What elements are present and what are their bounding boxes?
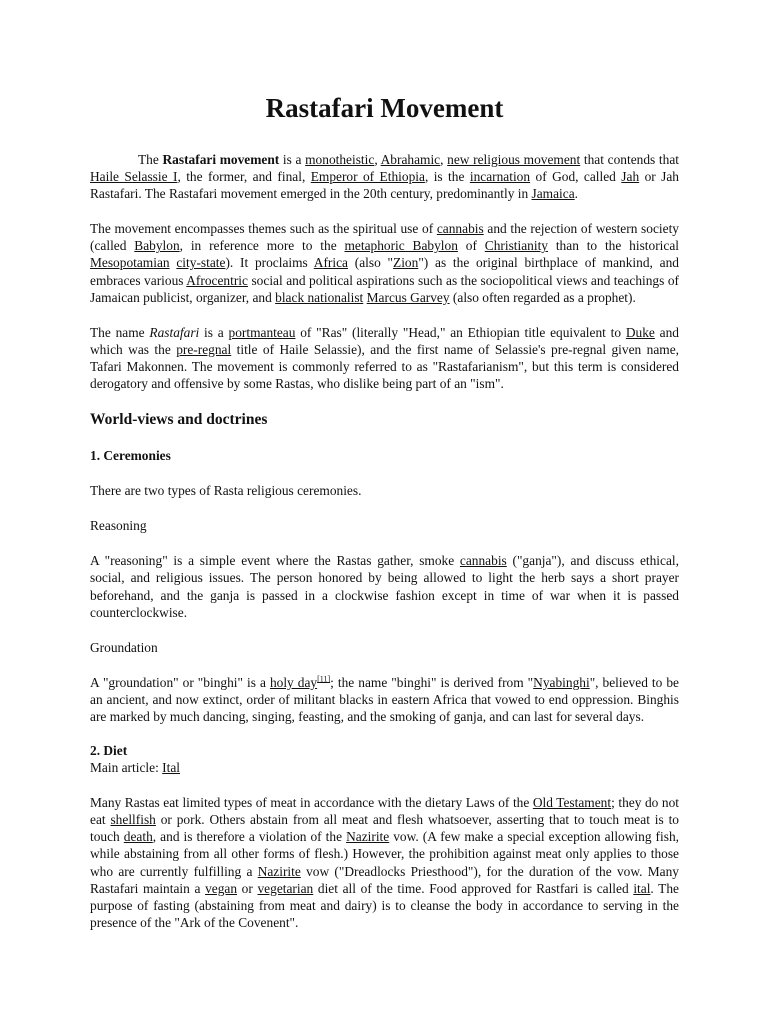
text-run: or pork. Others abstain from all meat and flesh whatsoever, asserting that to touch meat is to touch <box>90 812 679 845</box>
inline-link[interactable]: Mesopotamian <box>90 255 170 271</box>
text-run: Many Rastas eat limited types of meat in accordance with the dietary Laws of the <box>90 795 533 811</box>
inline-link[interactable]: Jah <box>621 169 640 185</box>
text-run: . The purpose of fasting (abstaining from meat and dairy) is to cleanse the body in accordance to serving in the presence of the "Ark of the Covenent". <box>90 880 679 930</box>
inline-link[interactable]: vegetarian <box>257 880 314 896</box>
text-run: ", believed to be an ancient, and now extinct, order of militant blacks in eastern Africa that vowed to end oppression. Binghis are marked by much dancing, singing, feasting, and the smoking of ganja, and can last for several days. <box>90 674 679 724</box>
main-article-link[interactable]: Ital <box>162 760 180 776</box>
text-run: or Jah Rastafari. The Rastafari movement emerged in the 20th century, predominantly in <box>90 169 680 202</box>
text-run: of <box>457 238 485 254</box>
inline-link[interactable]: black nationalist <box>275 289 364 305</box>
text-run: , the former, and final, <box>177 169 311 185</box>
inline-link[interactable]: ital <box>633 880 651 896</box>
subsection-heading-diet: 2. Diet <box>90 743 128 759</box>
text-run: ; the name "binghi" is derived from " <box>330 674 534 690</box>
text-run: , in reference more to the <box>179 238 345 254</box>
inline-link[interactable]: cannabis <box>459 553 507 569</box>
text-run: diet all of the time. Food approved for Rastfari is called <box>313 880 634 896</box>
bold-term: Rastafari movement <box>162 152 280 167</box>
inline-link[interactable]: Old Testament <box>532 795 612 811</box>
inline-link[interactable]: Haile Selassie I <box>90 169 178 185</box>
themes-paragraph <box>90 220 679 305</box>
inline-link[interactable]: Africa <box>313 255 348 271</box>
inline-link[interactable]: Jamaica <box>531 186 575 202</box>
text-run: , and is therefore a violation of the <box>152 829 347 845</box>
text-run: is a <box>279 152 306 167</box>
section-heading-worldviews: World-views and doctrines <box>90 411 268 429</box>
text-run: vow ("Dreadlocks Priesthood"), for the duration of the vow. Many Rastafari maintain a <box>90 863 679 896</box>
text-run: A "reasoning" is a simple event where the Rastas gather, smoke <box>90 553 460 569</box>
text-run: and the rejection of western society (called <box>90 221 679 254</box>
text-run: ") as the original birthplace of mankind, and embraces various <box>90 255 679 288</box>
groundation-paragraph <box>90 674 679 725</box>
text-run: title of Haile Selassie), and the first name of Selassie's pre-regnal given name, Tafari Makonnen. The movement is commonly referred to as "Rastafarianism", but this term is considered derogatory and offensive by some Rastas, who dislike being part of an "ism". <box>90 341 680 392</box>
text-run: The name <box>90 324 150 340</box>
inline-link[interactable]: death <box>123 829 153 845</box>
document-title: Rastafari Movement <box>265 93 504 123</box>
inline-link[interactable]: portmanteau <box>228 324 296 340</box>
inline-link[interactable]: pre-regnal <box>176 341 232 357</box>
text-run: than to the historical <box>548 238 679 254</box>
inline-link[interactable]: monotheistic <box>305 152 375 167</box>
text-run: . <box>574 186 578 202</box>
reasoning-label: Reasoning <box>90 518 147 534</box>
name-paragraph <box>90 324 679 392</box>
inline-link[interactable]: Marcus Garvey <box>366 289 450 305</box>
text-run: The movement encompasses themes such as the spiritual use of <box>90 221 437 237</box>
text-run: , <box>374 152 381 167</box>
inline-link[interactable]: Emperor of Ethiopia <box>310 169 425 185</box>
main-article-line <box>90 759 679 776</box>
text-run: A "groundation" or "binghi" is a <box>90 674 270 690</box>
inline-link[interactable]: shellfish <box>110 812 156 828</box>
text-run: is a <box>199 324 229 340</box>
reasoning-paragraph <box>90 552 679 620</box>
groundation-label: Groundation <box>90 639 158 655</box>
main-article-prefix: Main article: <box>90 760 163 776</box>
inline-link[interactable]: city-state <box>176 255 226 271</box>
text-run: , <box>440 152 448 167</box>
diet-paragraph <box>90 794 679 931</box>
superscript <box>317 674 330 683</box>
text-run: vow. (A few make a special exception allowing fish, while abstaining from all other forms of flesh.) However, the prohibition against meat only applies to those who are currently fulfilling a <box>90 829 679 879</box>
text-run: The <box>138 152 163 167</box>
italic-term: Rastafari <box>149 324 200 340</box>
inline-link[interactable]: Nazirite <box>346 829 390 845</box>
subsection-heading-ceremonies: 1. Ceremonies <box>90 448 171 464</box>
text-run: of "Ras" (literally "Head," an Ethiopian title equivalent to <box>295 324 626 340</box>
inline-link[interactable]: cannabis <box>436 221 484 237</box>
inline-link[interactable]: vegan <box>205 880 238 896</box>
inline-link[interactable]: Christianity <box>484 238 548 254</box>
inline-link[interactable]: Zion <box>393 255 419 271</box>
inline-link[interactable]: Abrahamic <box>380 152 441 167</box>
intro-paragraph <box>90 151 679 202</box>
text-run: or <box>237 880 258 896</box>
inline-link[interactable]: incarnation <box>469 169 531 185</box>
document-page <box>90 88 679 931</box>
text-run: (also " <box>347 255 394 271</box>
inline-link[interactable]: Nazirite <box>257 863 301 879</box>
inline-link[interactable]: Afrocentric <box>186 272 248 288</box>
inline-link[interactable]: holy day <box>269 674 318 690</box>
inline-link[interactable]: metaphoric Babylon <box>344 238 458 254</box>
inline-link[interactable]: new religious movement <box>447 152 581 167</box>
text-run: ; they do not eat <box>90 795 680 828</box>
inline-link[interactable]: Nyabinghi <box>533 674 590 690</box>
text-run: that contends that <box>580 152 680 167</box>
text-run: ). It proclaims <box>225 255 314 271</box>
citation-link[interactable]: [11] <box>317 674 331 684</box>
text-run: , is the <box>424 169 470 185</box>
text-run: (also often regarded as a prophet). <box>449 289 636 305</box>
inline-link[interactable]: Duke <box>625 324 655 340</box>
ceremonies-paragraph: There are two types of Rasta religious ceremonies. <box>90 483 362 499</box>
text-run: of God, called <box>530 169 622 185</box>
text-run: and which was the <box>90 324 679 357</box>
inline-link[interactable]: Babylon <box>134 238 180 254</box>
text-run: ("ganja"), and discuss ethical, social, and religious issues. The person honored by being allowed to light the herb says a short prayer beforehand, and the ganja is passed in a clockwise fashion except in time of war when it is passed counterclockwise. <box>90 553 679 620</box>
text-run: social and political aspirations such as the sociopolitical views and teachings of Jamaican publicist, organizer, and <box>90 272 679 305</box>
